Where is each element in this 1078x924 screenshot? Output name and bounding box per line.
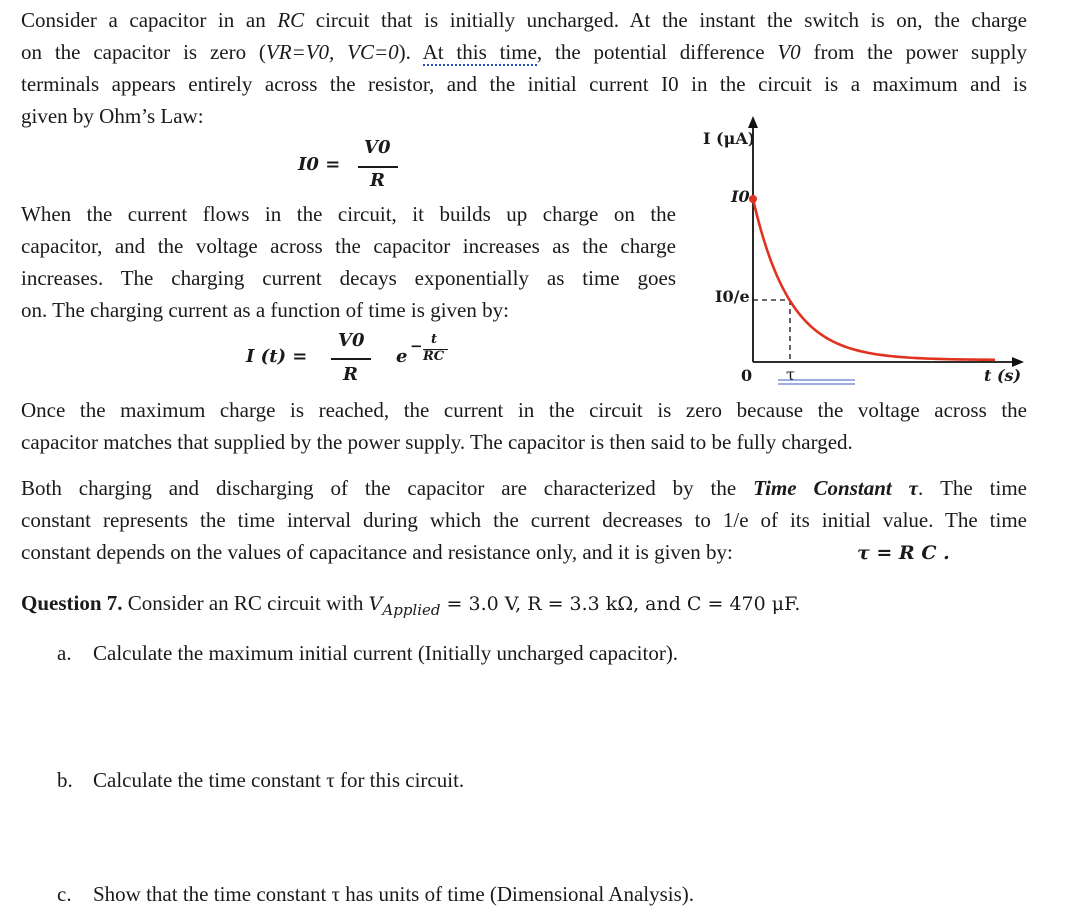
- question-part-a: a. Calculate the maximum initial current (Initially uncharged capacitor).: [57, 641, 679, 665]
- charging-line-3: increases. The charging current decays exponentially as time goes: [21, 266, 676, 290]
- formula-ohm-denominator: R: [370, 170, 385, 191]
- formula-ohm-numerator: V0: [364, 137, 391, 158]
- intro-line-1: Consider a capacitor in an RC circuit that is initially uncharged. At the instant the switch is on, the charge: [21, 8, 1027, 32]
- time-const-line-2: constant represents the time interval during which the current decreases to 1/e of its initial value. The time: [21, 508, 1027, 532]
- time-const-line-3: constant depends on the values of capacitance and resistance only, and it is given by:: [21, 540, 733, 564]
- charging-line-2: capacitor, and the voltage across the capacitor increases as the charge: [21, 234, 676, 258]
- tau-label: τ: [786, 365, 795, 384]
- formula-it-exp-base: e: [396, 346, 408, 367]
- formula-ohm-lhs: I0 =: [298, 154, 341, 175]
- i0e-label: I0/e: [715, 287, 750, 306]
- formula-it-exp-denominator: RC: [423, 349, 445, 364]
- charging-line-4: on. The charging current as a function of time is given by:: [21, 298, 509, 322]
- question-7: Question 7. Consider an RC circuit with $V_{Applied} = 3.0$ V, R = 3.3 kΩ, and C = 470 μF.: [21, 591, 801, 620]
- intro-line-2: on the capacitor is zero (VR=V0, VC=0). At this time, the potential difference V0 from the power supply: [21, 40, 1027, 64]
- question-part-c: c. Show that the time constant τ has units of time (Dimensional Analysis).: [57, 882, 695, 906]
- v-applied: V: [368, 593, 383, 615]
- intro-line-4: given by Ohm’s Law:: [21, 104, 204, 128]
- charging-line-1: When the current flows in the circuit, it builds up charge on the: [21, 202, 676, 226]
- current-decay-graph: [0, 0, 1078, 400]
- decay-curve: [753, 199, 995, 360]
- origin-label: 0: [741, 366, 753, 385]
- formula-it-denominator: R: [343, 364, 358, 385]
- x-axis-label: t (s): [984, 366, 1022, 385]
- dotted-phrase: At this time: [422, 40, 537, 64]
- question-part-b: b. Calculate the time constant τ for this circuit.: [57, 768, 465, 792]
- i0-label: I0: [731, 187, 750, 206]
- intro-line-3: terminals appears entirely across the resistor, and the initial current I0 in the circuit is a maximum and is: [21, 72, 1027, 96]
- max-charge-line-1: Once the maximum charge is reached, the current in the circuit is zero because the voltage across the: [21, 398, 1027, 422]
- y-axis-label: I (μA): [703, 129, 756, 148]
- formula-it-numerator: V0: [338, 330, 365, 351]
- tau-formula: τ = R C .: [857, 542, 950, 564]
- max-charge-line-2: capacitor matches that supplied by the power supply. The capacitor is then said to be fully charged.: [21, 430, 853, 454]
- question-label: Question 7.: [21, 591, 123, 615]
- formula-it-exp-numerator: t: [431, 332, 438, 347]
- i0-marker: [749, 195, 757, 203]
- y-axis-arrow: [748, 116, 758, 128]
- formula-it-lhs: I (t) =: [246, 346, 308, 367]
- time-const-line-1: Both charging and discharging of the capacitor are characterized by the Time Constant τ. The time: [21, 476, 1027, 500]
- formula-it-exp-sign: −: [410, 337, 423, 355]
